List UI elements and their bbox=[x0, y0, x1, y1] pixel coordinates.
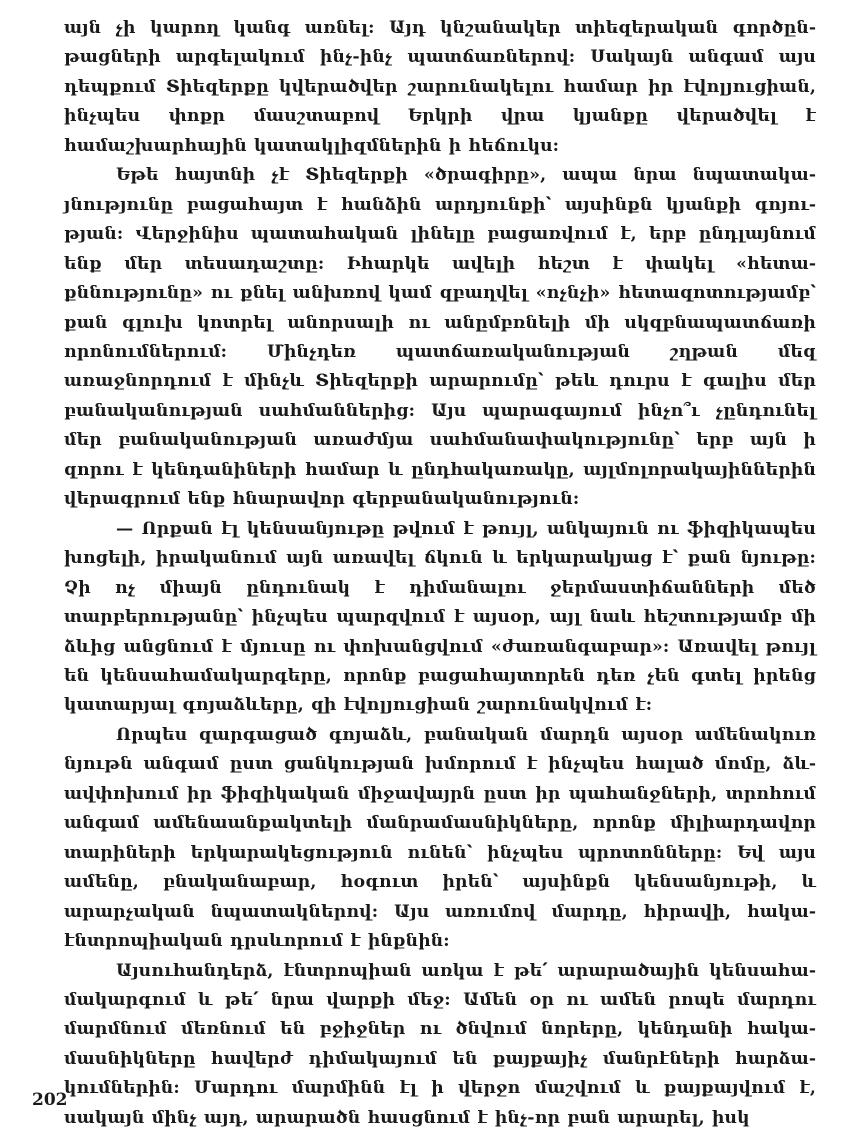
paragraph-4: Որպես զարգացած գոյաձև, բանական մարդն այսօր ամենակուռ նյութն անգամ ըստ ցանկության խմորում է ինչպես հալած մոմը, ձևավփոխում իր ֆիզիկական միջավայրն ըստ իր պահանջների, տրոհում անգամ ամենաանքակտելի մանրամասնիկները, որոնք միլիարդավոր տարիների երկարակեցություն ունեն՝ ինչպես պրոտոնները: Եվ այս ամենը, բնականաբար, հօգուտ իրեն՝ այսինքն կենսանյութի, և արարչական նպատակներով: Այս առումով մարդը, հիրավի, հակաէնտրոպիական դրսևորում է ինքնին: bbox=[64, 721, 816, 957]
page-number: 202 bbox=[32, 1090, 68, 1110]
body-text bbox=[64, 14, 816, 1133]
paragraph-2: Եթե հայտնի չէ Տիեզերքի «ծրագիրը», ապա նրա նպատակայնությունը բացահայտ է հանձին արդյունքի՝ այսինքն կյանքի գոյության: Վերջինիս պատահական լինելը բացառվում է, երբ ընդլայնում ենք մեր տեսադաշտը: Իհարկե ավելի հեշտ է փակել «հետաքննությունը» ու քնել անխռով կամ զբաղվել «ոչնչի» հետազոտությամբ՝ քան գլուխ կոտրել անորսալի ու անըմբռնելի մի սկզբնապատճառի որոնումներում: Մինչդեռ պատճառականության շղթան մեզ առաջնորդում է մինչև Տիեզերքի արարումը՝ թեև դուրս է գալիս մեր բանականության սահմաններից: Այս պարագայում ինչո՞ւ չընդունել մեր բանականության առաժմյա սահմանափակությունը՝ երբ այն ի զորու է կենդանիների համար և ընդհակառակը, այլմոլորակայիններին վերագրում ենք հնարավոր գերբանականություն: bbox=[64, 161, 816, 514]
paragraph-1: այն չի կարող կանգ առնել: Այդ կնշանակեր տիեզերական գործընթացների արգելակում ինչ-ինչ պատճառներով: Սակայն անգամ այս դեպքում Տիեզերքը կվերածվեր շարունակելու համար իր էվոլյուցիան, ինչպես փոքր մասշտաբով Երկրի վրա կյանքը վերածվել է համաշխարհային կատակլիզմներին ի հեճուկս: bbox=[64, 14, 816, 161]
paragraph-5: Այսուհանդերձ, էնտրոպիան առկա է թե՛ արարածային կենսահամակարգում և թե՛ նրա վարքի մեջ: Ամեն օր ու ամեն րոպե մարդու մարմնում մեռնում են բջիջներ ու ծնվում նորերը, կենդանի հակամասնիկները հավերժ դիմակայում են քայքայիչ մանրէների հարձակումներին: Մարդու մարմինն էլ ի վերջո մաշվում և քայքայվում է, սակայն մինչ այդ, արարածն հասցնում է ինչ-որ բան արարել, իսկ bbox=[64, 957, 816, 1133]
paragraph-3: — Որքան էլ կենսանյութը թվում է թույլ, անկայուն ու ֆիզիկապես խոցելի, իրականում այն առավել ճկուն և երկարակյաց է՝ քան նյութը: Չի ոչ միայն ընդունակ է դիմանալու ջերմաստիճանների մեծ տարբերությանը՝ ինչպես պարզվում է այսօր, այլ նաև հեշտությամբ մի ձևից անցնում է մյուսը ու փոխանցվում «ժառանգաբար»: Առավել թույլ են կենսահամակարգերը, որոնք բացահայտորեն դեռ չեն գտել իրենց կատարյալ գոյաձևերը, զի էվոլյուցիան շարունակվում է: bbox=[64, 515, 816, 721]
